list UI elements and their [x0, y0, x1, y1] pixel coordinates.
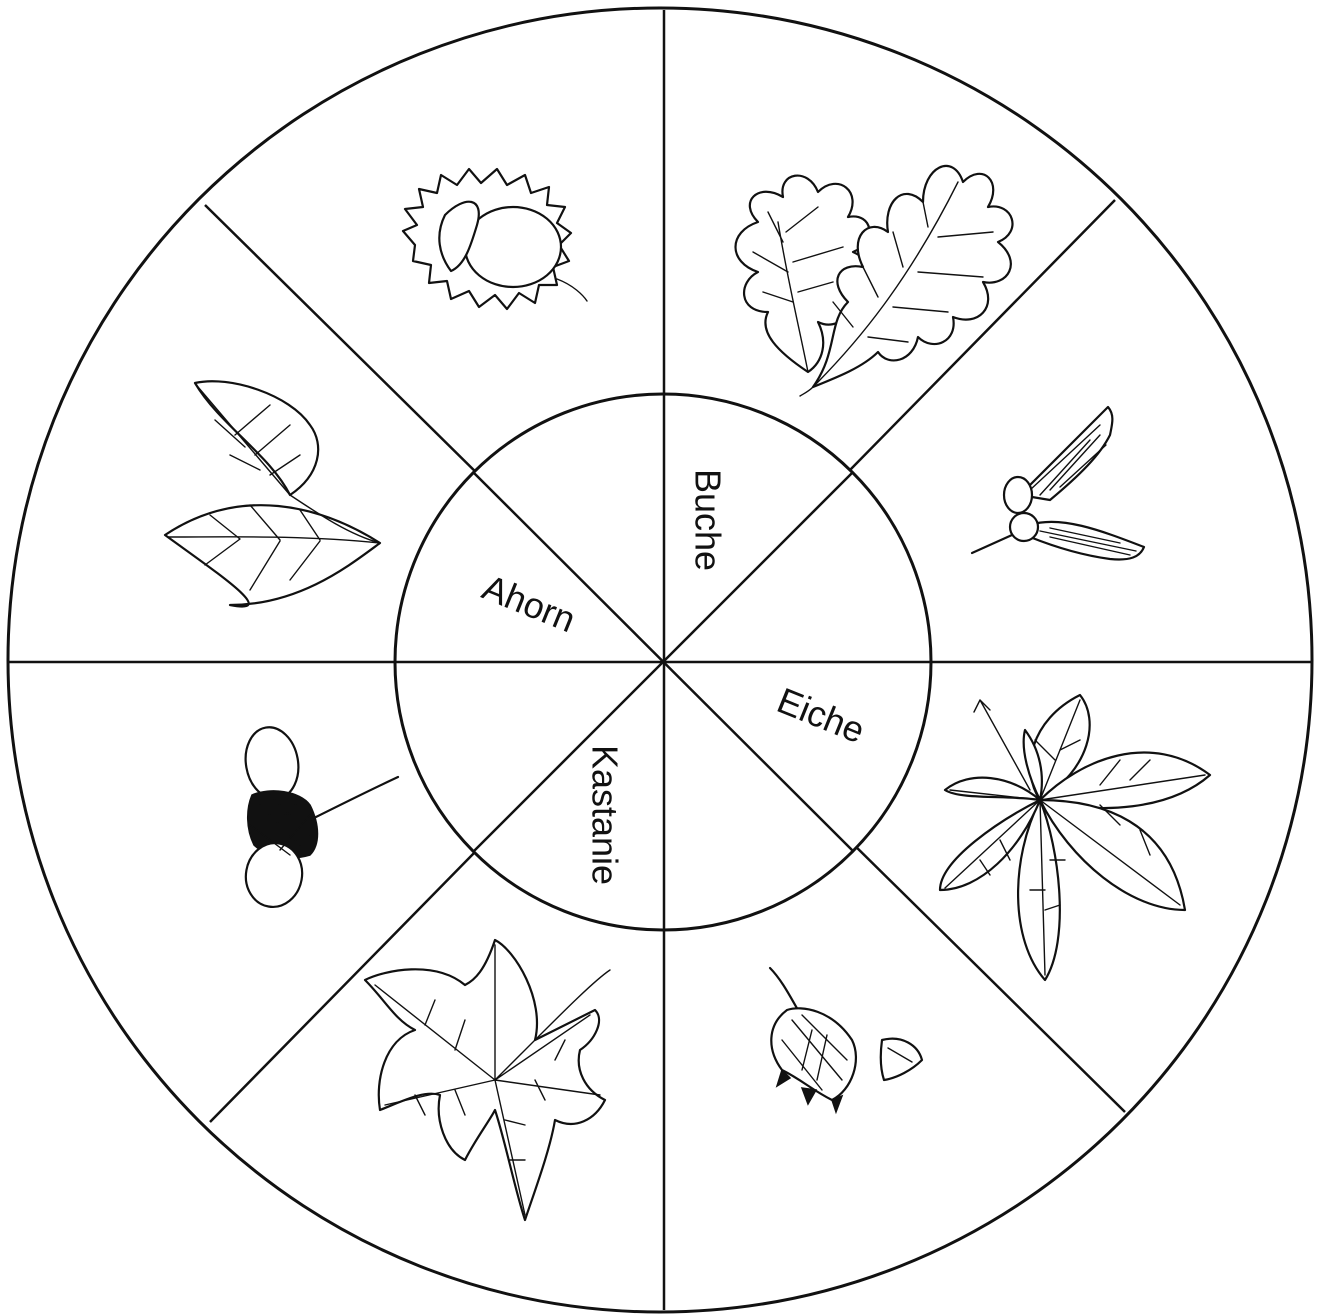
maple-leaf-icon	[365, 940, 610, 1220]
beechnut-icon	[770, 968, 922, 1112]
horse-chestnut-leaf-icon	[940, 695, 1210, 980]
oak-leaves-icon	[736, 166, 1013, 396]
acorns-icon	[240, 723, 398, 911]
chestnut-burr-icon	[403, 169, 587, 309]
inner-spokes	[395, 394, 931, 930]
label-eiche: Eiche	[771, 679, 871, 752]
label-kastanie: Kastanie	[584, 744, 626, 886]
beech-leaves-icon	[165, 381, 380, 606]
label-buche: Buche	[687, 468, 729, 572]
label-ahorn: Ahorn	[476, 566, 582, 641]
maple-seed-icon	[972, 407, 1144, 560]
